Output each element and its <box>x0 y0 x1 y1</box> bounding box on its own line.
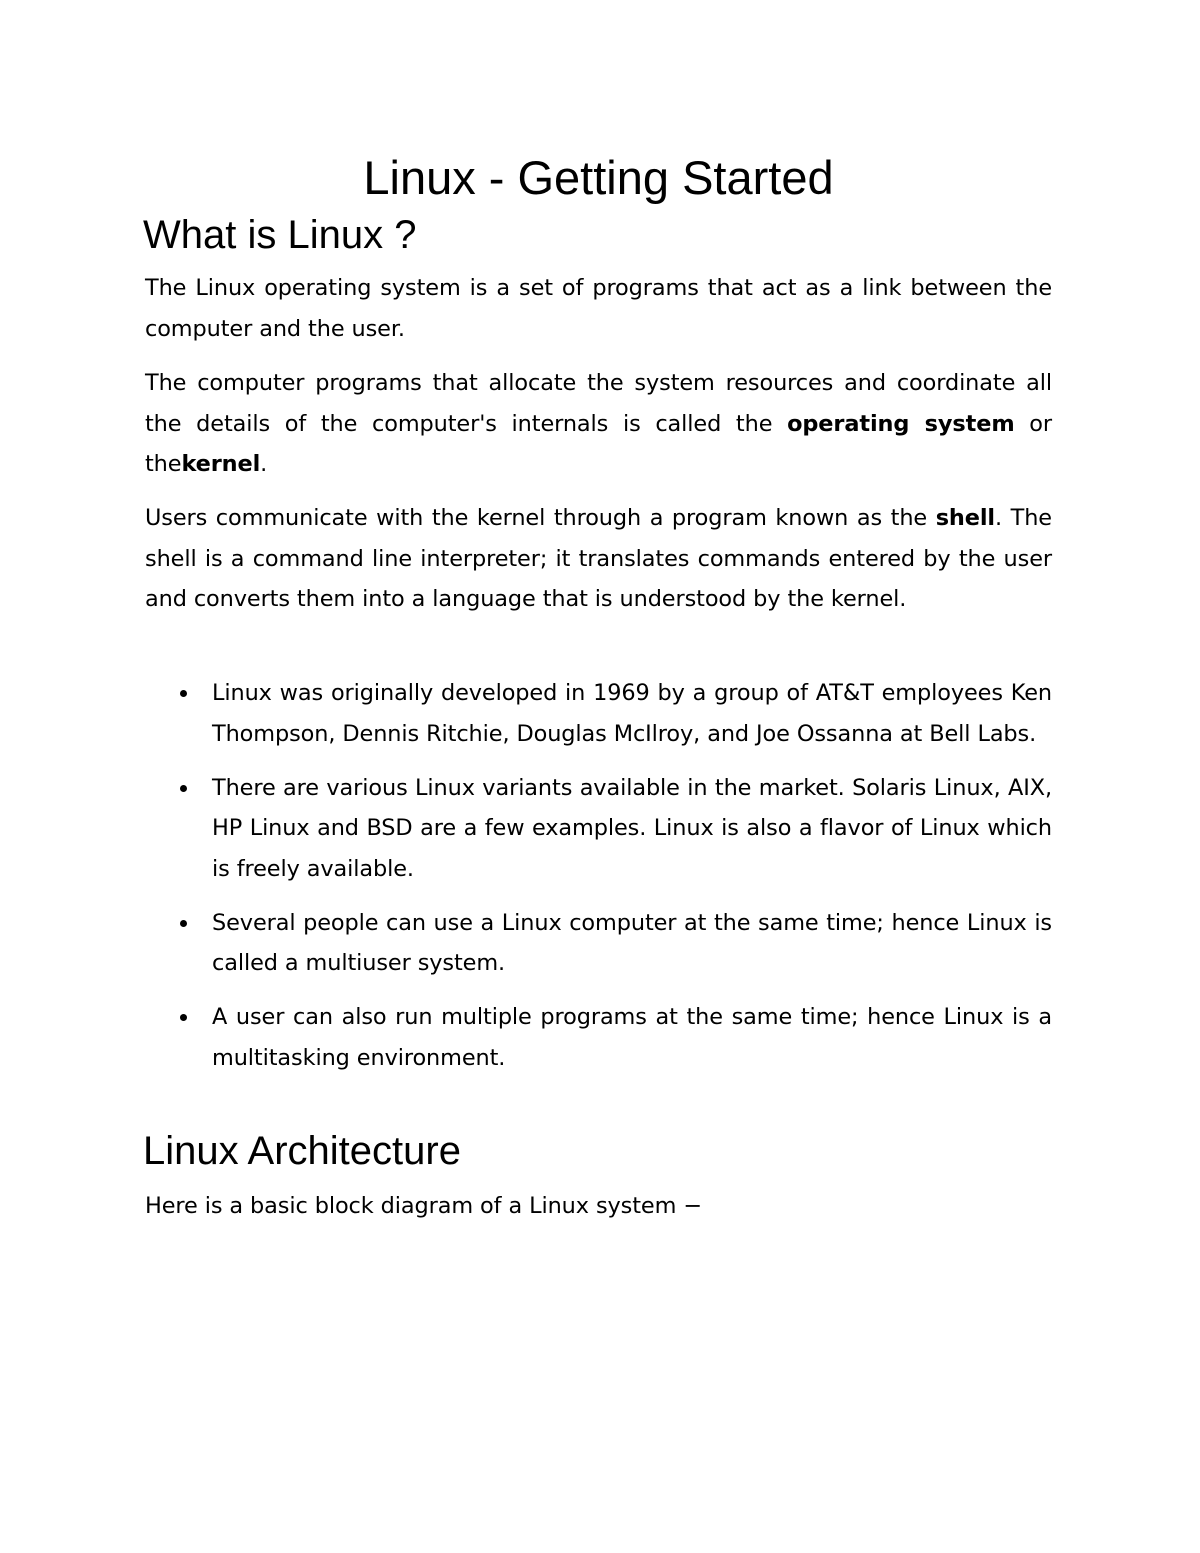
paragraph-text: or the <box>145 410 1052 477</box>
bold-term-kernel: kernel <box>181 451 261 477</box>
bullet-dot-icon <box>180 920 187 927</box>
bullet-dot-icon <box>180 1014 187 1021</box>
paragraph-text: . The shell is a command line interpreter; it translates commands entered by the user and converts them into a language that is understood by the kernel. <box>145 505 1052 612</box>
page-title: Linux - Getting Started <box>363 151 834 204</box>
paragraph-operating-system <box>145 363 1052 485</box>
list-item-text: A user can also run multiple programs at the same time; hence Linux is a multitasking environment. <box>212 1004 1052 1071</box>
section-heading-what-is-linux: What is Linux ? <box>143 213 417 257</box>
paragraph-text: The computer programs that allocate the system resources and coordinate all the details of the computer's internals is called the <box>145 370 1052 437</box>
list-item <box>145 997 1052 1078</box>
bullet-list <box>145 673 1052 1092</box>
paragraph-block-diagram-intro: Here is a basic block diagram of a Linux system − <box>145 1193 702 1219</box>
paragraph-text: Users communicate with the kernel through a program known as the <box>145 505 936 531</box>
section-heading-linux-architecture: Linux Architecture <box>143 1129 461 1173</box>
bold-term-shell: shell <box>935 505 996 531</box>
paragraph-text: . <box>260 451 268 477</box>
list-item <box>145 768 1052 890</box>
bold-term-operating-system: operating system <box>787 410 1015 437</box>
bullet-dot-icon <box>180 785 187 792</box>
list-item-text: Several people can use a Linux computer at the same time; hence Linux is called a multiuser system. <box>212 909 1052 976</box>
list-item-text: Linux was originally developed in 1969 by a group of AT&T employees Ken Thompson, Dennis Ritchie, Douglas McIlroy, and Joe Ossanna at Bell Labs. <box>212 680 1052 747</box>
paragraph-shell <box>145 498 1052 620</box>
list-item <box>145 673 1052 754</box>
paragraph-intro: The Linux operating system is a set of programs that act as a link between the computer and the user. <box>145 275 1052 342</box>
bullet-dot-icon <box>180 690 187 697</box>
list-item <box>145 903 1052 984</box>
list-item-text: There are various Linux variants available in the market. Solaris Linux, AIX, HP Linux and BSD are a few examples. Linux is also a flavor of Linux which is freely available. <box>212 774 1052 882</box>
